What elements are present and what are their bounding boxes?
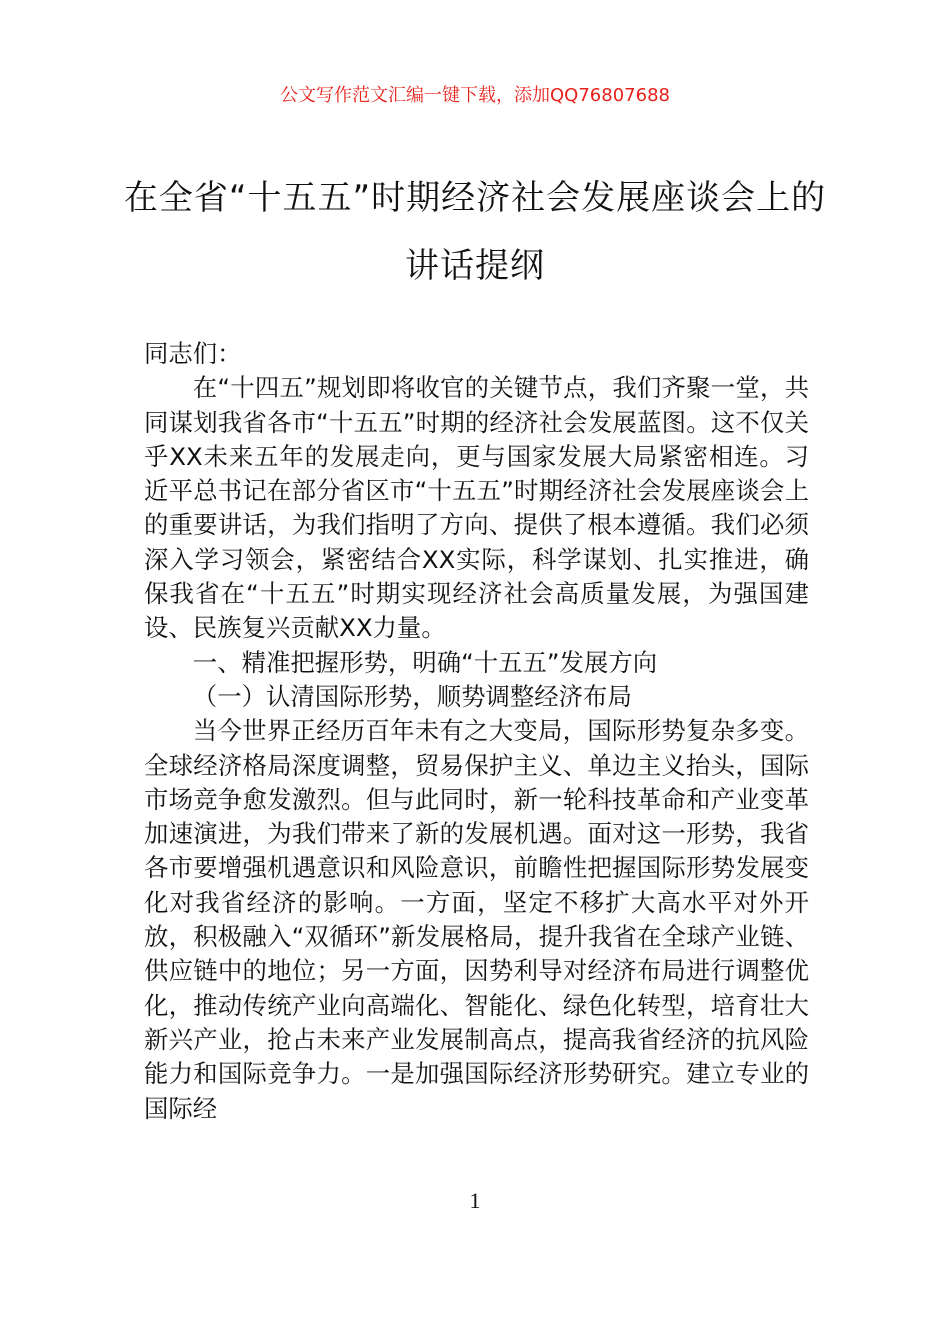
- subsection-heading-1-1: （一）认清国际形势，顺势调整经济布局: [192, 681, 632, 711]
- salutation: 同志们：: [144, 339, 242, 368]
- download-promo-note: 公文写作范文汇编一键下载，添加QQ76807688: [280, 85, 670, 106]
- document-body: [144, 337, 809, 1126]
- page-number: 1: [469, 1188, 481, 1213]
- body-paragraph: 当今世界正经历百年未有之大变局，国际形势复杂多变。全球经济格局深度调整，贸易保护主义、单边主义抬头，国际市场竞争愈发激烈。但与此同时，新一轮科技革命和产业变革加速演进，为我们带来了新的发展机遇。面对这一形势，我省各市要增强机遇意识和风险意识，前瞻性把握国际形势发展变化对我省经济的影响。一方面，坚定不移扩大高水平对外开放，积极融入“双循环”新发展格局，提升我省在全球产业链、供应链中的地位；另一方面，因势利导对经济布局进行调整优化，推动传统产业向高端化、智能化、绿色化转型，培育壮大新兴产业，抢占未来产业发展制高点，提高我省经济的抗风险能力和国际竞争力。一是加强国际经济形势研究。建立专业的国际经: [144, 716, 809, 1123]
- section-heading-1: 一、精准把握形势，明确“十五五”发展方向: [192, 647, 658, 677]
- intro-paragraph: 在“十四五”规划即将收官的关键节点，我们齐聚一堂，共同谋划我省各市“十五五”时期的经济社会发展蓝图。这不仅关乎XX未来五年的发展走向，更与国家发展大局紧密相连。习近平总书记在部分省区市“十五五”时期经济社会发展座谈会上的重要讲话，为我们指明了方向、提供了根本遵循。我们必须深入学习领会，紧密结合XX实际，科学谋划、扎实推进，确保我省在“十五五”时期实现经济社会高质量发展，为强国建设、民族复兴贡献XX力量。: [144, 373, 809, 643]
- document-title: 在全省“十五五”时期经济社会发展座谈会上的讲话提纲: [123, 178, 827, 286]
